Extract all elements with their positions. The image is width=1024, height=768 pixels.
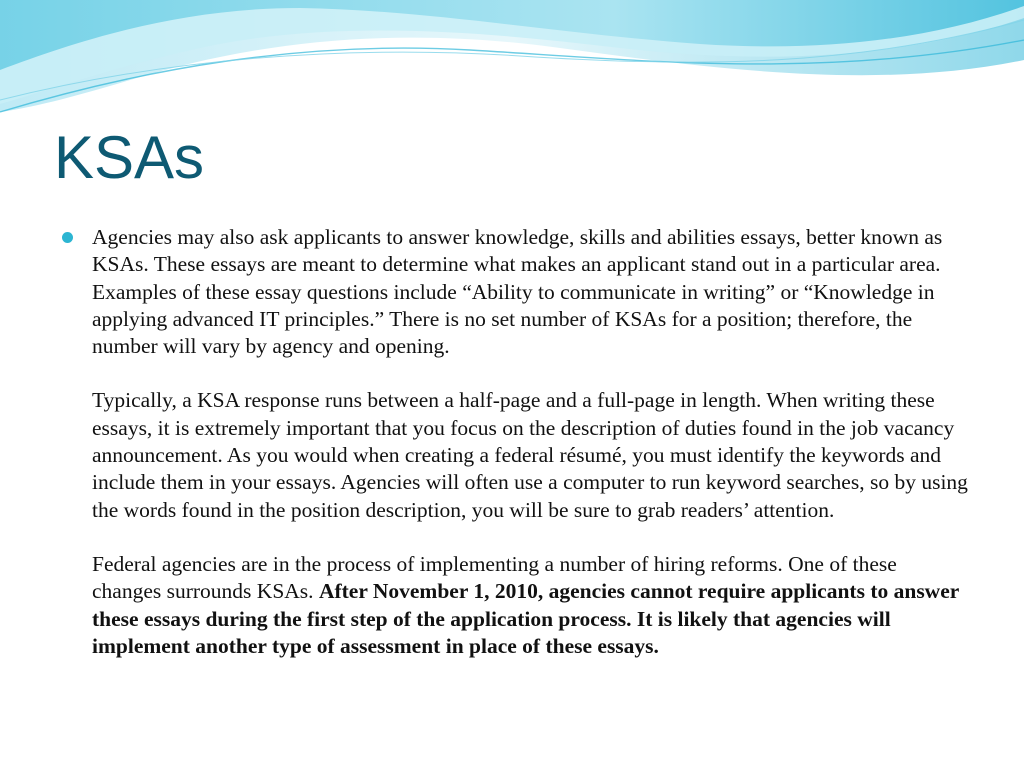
paragraph-2: Typically, a KSA response runs between a half-page and a full-page in length. When writing these essays, it is extremely important that you focus on the description of duties found in the job vacancy announcement. As you would when creating a federal résumé, you must identify the keywords and include them in your essays. Agencies will often use a computer to run keyword searches, so by using the words found in the position description, you will be sure to grab readers’ attention. bbox=[92, 388, 968, 522]
header-wave-decoration bbox=[0, 0, 1024, 130]
paragraph-3-normal: Federal agencies are in the process of implementing a number of hiring reforms. One of these changes surrounds KSAs. bbox=[92, 551, 897, 604]
circle-bullet-icon bbox=[62, 232, 73, 243]
slide-title: KSAs bbox=[54, 124, 205, 191]
paragraph-3-bold: After November 1, 2010, agencies cannot require applicants to answer these essays during the first step of the application process. It is likely that agencies will implement another type of assessment in place of these essays. bbox=[92, 579, 959, 658]
paragraph-3 bbox=[92, 551, 970, 660]
content-bullet-item bbox=[60, 224, 970, 660]
content-list bbox=[60, 224, 970, 660]
paragraph-1: Agencies may also ask applicants to answer knowledge, skills and abilities essays, better known as KSAs. These essays are meant to determine what makes an applicant stand out in a particular area. Examples of these essay questions include “Ability to communicate in writing” or “Knowledge in applying advanced IT principles.” There is no set number of KSAs for a position; therefore, the number will vary by agency and opening. bbox=[92, 225, 943, 359]
